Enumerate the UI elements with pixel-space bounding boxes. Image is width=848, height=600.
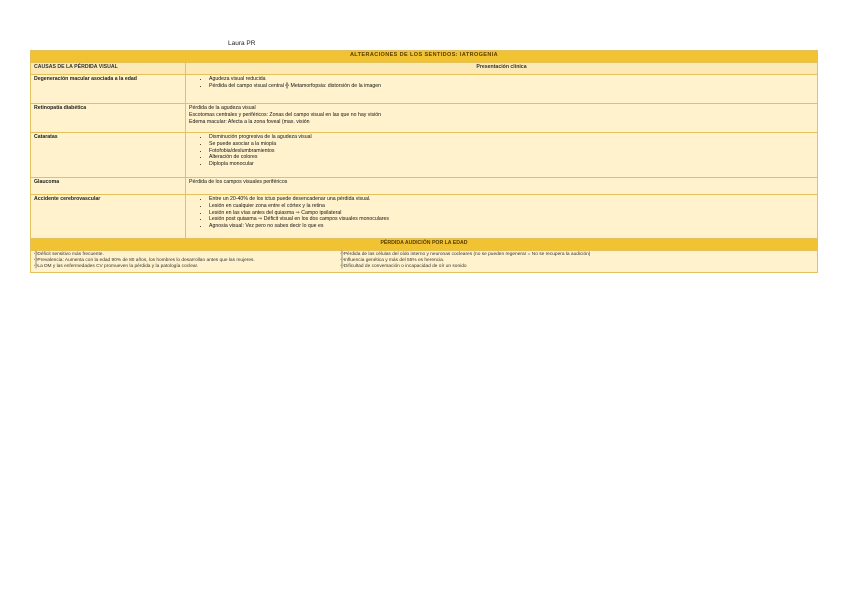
list-item: • Entre un 20-40% de los ictus puede desencadenar una pérdida visual. [209, 196, 814, 203]
plus-icon: ╬ [340, 258, 344, 264]
cause-cell: Glaucoma [31, 178, 186, 195]
table-row [31, 133, 818, 178]
text-line: Pérdida de los campos visuales periféricos [189, 179, 288, 185]
list-item: • Se puede asociar a la miopía [209, 141, 814, 148]
presentation-cell [186, 104, 818, 133]
cause-cell: Accidente cerebrovascular [31, 195, 186, 239]
presentation-cell [186, 195, 818, 239]
list-item: ╬Prevalencia: Aumenta con la edad 90% de 80 años, los hombres lo desarrollan antes que las mujeres. [34, 258, 255, 264]
header-presentation: Presentación clínica [186, 63, 818, 75]
list-item: • Agnosia visual: Vez pero no sabes decir lo que es [209, 223, 814, 230]
list-item: • Lesión en cualquier zona entre el córtex y la retina [209, 203, 814, 210]
list-item: ╬Déficit sensitivo más frecuente. [34, 252, 104, 257]
plus-icon: ╬ [34, 258, 38, 264]
list-item: • Alteración de colores [209, 154, 814, 161]
list-item: • Pérdida del campo visual central ╬ Metamorfopsia: distorsión de la imagen [209, 83, 814, 90]
list-item: • Fotofobia/deslumbramientos [209, 148, 814, 155]
hearing-right-column [340, 252, 810, 271]
presentation-cell [186, 75, 818, 104]
list-item: • Lesión en las vías antes del quiasma ⇒ Campo ipsilateral [209, 210, 814, 217]
text-line: Edema macular: Afecta a la zona foveal (max. visión [189, 118, 310, 125]
presentation-cell [186, 178, 818, 195]
table-row [31, 75, 818, 104]
list-item: ╬Dificultad de conversación o incapacidad de oír un sonido [340, 264, 467, 270]
hearing-left-column [34, 252, 339, 271]
presentation-cell [186, 133, 818, 178]
visual-loss-table [30, 50, 818, 273]
list-item: • Agudeza visual reducida [209, 76, 814, 83]
hearing-cell [31, 251, 818, 273]
table-row [31, 104, 818, 133]
hearing-section-title: PÉRDIDA AUDICIÓN POR LA EDAD [31, 239, 818, 251]
hearing-row [31, 251, 818, 273]
plus-icon: ╬ [340, 252, 344, 257]
cause-cell: Retinopatía diabética [31, 104, 186, 133]
list-item: ╬Influencia genética y más del 55% es herencia. [340, 258, 445, 264]
list-item: • Diplopía monocular [209, 161, 814, 168]
plus-icon: ╬ [34, 252, 38, 257]
table-row [31, 195, 818, 239]
table-row [31, 178, 818, 195]
list-item: • Lesión post quiasma ⇒ Déficit visual en los dos campos visuales monoculares [209, 216, 814, 223]
plus-icon: ╬ [34, 264, 38, 270]
plus-icon: ╬ [340, 264, 344, 270]
list-item: ╬Pérdida de las células del oído interno y neuronas cocleares (no se pueden regenerar = No se recupera la audición) [340, 252, 591, 257]
list-item: ╬La DM y las enfermedades CV promueven la pérdida y la patología coclear. [34, 264, 199, 270]
author-name: Laura PR [228, 40, 256, 47]
cause-cell: Cataratas [31, 133, 186, 178]
list-item: • Disminución progresiva de la agudeza visual [209, 134, 814, 141]
text-line: Pérdida de la agudeza visual [189, 105, 256, 111]
cause-cell: Degeneración macular asociada a la edad [31, 75, 186, 104]
table-title: ALTERACIONES DE LOS SENTIDOS: IATROGENIA [31, 51, 818, 63]
header-cause: CAUSAS DE LA PÉRDIDA VISUAL [31, 63, 186, 75]
text-line: Escotomas centrales y periféricos: Zonas del campo visual en las que no hay visión [189, 111, 382, 118]
